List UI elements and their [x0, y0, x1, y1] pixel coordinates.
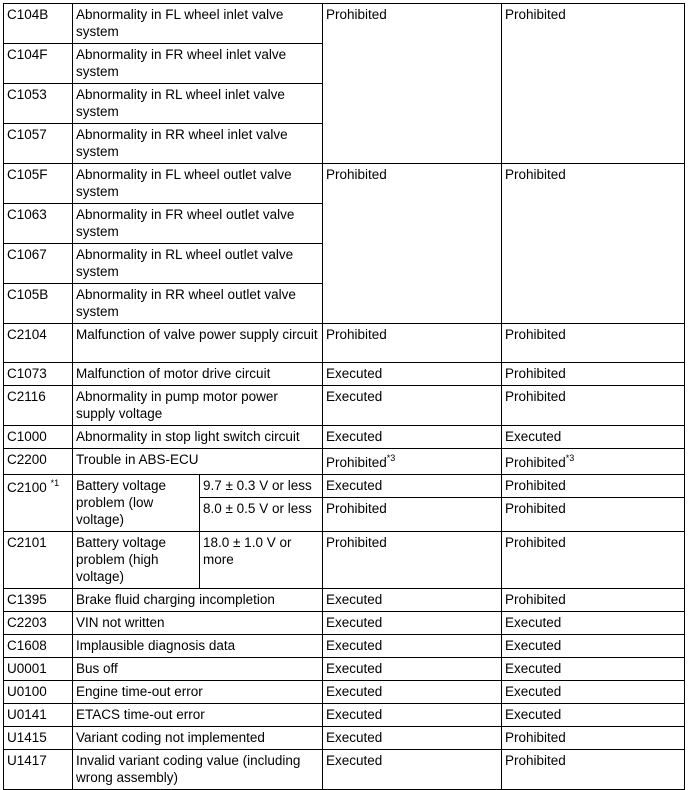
- dtc-status-col4: Executed: [502, 681, 685, 704]
- footnote-marker: *3: [386, 453, 396, 463]
- dtc-status-col4: Prohibited: [502, 4, 685, 164]
- dtc-status-col3: Prohibited: [323, 498, 502, 532]
- dtc-status-col3: Prohibited: [323, 324, 502, 363]
- dtc-status-col4: Prohibited: [502, 750, 685, 790]
- dtc-status-col3: [323, 449, 502, 475]
- table-row: [4, 589, 685, 612]
- footnote-marker: *1: [50, 478, 60, 488]
- dtc-code: C1067: [4, 244, 73, 284]
- table-row: [4, 324, 685, 363]
- dtc-code: C2200: [4, 449, 73, 475]
- dtc-code: C1063: [4, 204, 73, 244]
- dtc-status-col3: Executed: [323, 475, 502, 498]
- dtc-description: Abnormality in FR wheel outlet valve system: [73, 204, 323, 244]
- table-row: [4, 704, 685, 727]
- table-row: [4, 658, 685, 681]
- dtc-condition: 8.0 ± 0.5 V or less: [200, 498, 323, 532]
- dtc-status-col3: Executed: [323, 363, 502, 386]
- dtc-status-col3: Executed: [323, 727, 502, 750]
- dtc-description: Variant coding not implemented: [73, 727, 323, 750]
- dtc-code: C105B: [4, 284, 73, 324]
- dtc-status-col3: Executed: [323, 750, 502, 790]
- dtc-code: U1417: [4, 750, 73, 790]
- table-row: [4, 635, 685, 658]
- dtc-code: U0001: [4, 658, 73, 681]
- dtc-condition: 18.0 ± 1.0 V or more: [200, 532, 323, 589]
- dtc-description: Abnormality in RR wheel inlet valve system: [73, 124, 323, 164]
- dtc-status-col3: Executed: [323, 704, 502, 727]
- dtc-description: VIN not written: [73, 612, 323, 635]
- dtc-code: C104B: [4, 4, 73, 44]
- dtc-status-col3: Executed: [323, 612, 502, 635]
- dtc-description: Implausible diagnosis data: [73, 635, 323, 658]
- dtc-status-col4: Executed: [502, 426, 685, 449]
- dtc-description: Abnormality in FL wheel outlet valve system: [73, 164, 323, 204]
- dtc-status-col4: Prohibited: [502, 589, 685, 612]
- dtc-status-col4: Prohibited: [502, 475, 685, 498]
- dtc-code: C2104: [4, 324, 73, 363]
- dtc-condition: 9.7 ± 0.3 V or less: [200, 475, 323, 498]
- dtc-status-col4: Prohibited: [502, 727, 685, 750]
- dtc-status-col4: Prohibited: [502, 324, 685, 363]
- table-row: [4, 532, 685, 589]
- table-row: [4, 612, 685, 635]
- dtc-description: Abnormality in FR wheel inlet valve system: [73, 44, 323, 84]
- dtc-code: U0141: [4, 704, 73, 727]
- dtc-description: Invalid variant coding value (including wrong assembly): [73, 750, 323, 790]
- dtc-description: Engine time-out error: [73, 681, 323, 704]
- dtc-description: Abnormality in pump motor power supply voltage: [73, 386, 323, 426]
- dtc-description: Bus off: [73, 658, 323, 681]
- footnote-marker: *3: [565, 453, 575, 463]
- status-text: Prohibited: [326, 455, 387, 470]
- table-row: [4, 449, 685, 475]
- dtc-status-col4: Executed: [502, 612, 685, 635]
- dtc-code: C2203: [4, 612, 73, 635]
- dtc-code: C1608: [4, 635, 73, 658]
- table-row: [4, 475, 685, 498]
- dtc-code: C1053: [4, 84, 73, 124]
- dtc-code-text: C2100: [7, 480, 47, 495]
- dtc-status-col3: Executed: [323, 635, 502, 658]
- dtc-status-col3: Executed: [323, 386, 502, 426]
- dtc-status-col3: Prohibited: [323, 4, 502, 164]
- dtc-status-col4: Prohibited: [502, 498, 685, 532]
- dtc-code: C1057: [4, 124, 73, 164]
- dtc-description: Battery voltage problem (high voltage): [73, 532, 200, 589]
- dtc-status-col4: [502, 449, 685, 475]
- dtc-code: U1415: [4, 727, 73, 750]
- dtc-code: C1395: [4, 589, 73, 612]
- table-row: [4, 4, 685, 44]
- table-row: [4, 164, 685, 204]
- table-row: [4, 681, 685, 704]
- dtc-status-col4: Executed: [502, 635, 685, 658]
- table-row: [4, 426, 685, 449]
- table-row: [4, 386, 685, 426]
- dtc-code: C2101: [4, 532, 73, 589]
- dtc-code: C1000: [4, 426, 73, 449]
- dtc-status-col4: Executed: [502, 704, 685, 727]
- dtc-description: Brake fluid charging incompletion: [73, 589, 323, 612]
- dtc-description: Malfunction of valve power supply circuit: [73, 324, 323, 363]
- dtc-status-col3: Executed: [323, 426, 502, 449]
- dtc-code: [4, 475, 73, 532]
- dtc-status-col3: Executed: [323, 681, 502, 704]
- dtc-description: Malfunction of motor drive circuit: [73, 363, 323, 386]
- dtc-description: Abnormality in FL wheel inlet valve system: [73, 4, 323, 44]
- dtc-status-col3: Prohibited: [323, 164, 502, 324]
- dtc-code: U0100: [4, 681, 73, 704]
- dtc-code: C104F: [4, 44, 73, 84]
- dtc-status-col4: Executed: [502, 658, 685, 681]
- dtc-description: Abnormality in RL wheel outlet valve system: [73, 244, 323, 284]
- status-text: Prohibited: [505, 455, 566, 470]
- dtc-status-col4: Prohibited: [502, 386, 685, 426]
- dtc-code: C1073: [4, 363, 73, 386]
- dtc-status-col4: Prohibited: [502, 363, 685, 386]
- dtc-description: Abnormality in RL wheel inlet valve system: [73, 84, 323, 124]
- dtc-description: Abnormality in stop light switch circuit: [73, 426, 323, 449]
- dtc-status-col4: Prohibited: [502, 164, 685, 324]
- table-row: [4, 363, 685, 386]
- table-row: [4, 727, 685, 750]
- dtc-description: Trouble in ABS-ECU: [73, 449, 323, 475]
- dtc-description: Battery voltage problem (low voltage): [73, 475, 200, 532]
- dtc-table: [3, 3, 685, 790]
- dtc-description: Abnormality in RR wheel outlet valve system: [73, 284, 323, 324]
- dtc-description: ETACS time-out error: [73, 704, 323, 727]
- dtc-code: C105F: [4, 164, 73, 204]
- dtc-status-col3: Prohibited: [323, 532, 502, 589]
- dtc-status-col4: Prohibited: [502, 532, 685, 589]
- table-row: [4, 750, 685, 790]
- dtc-status-col3: Executed: [323, 589, 502, 612]
- dtc-status-col3: Executed: [323, 658, 502, 681]
- dtc-code: C2116: [4, 386, 73, 426]
